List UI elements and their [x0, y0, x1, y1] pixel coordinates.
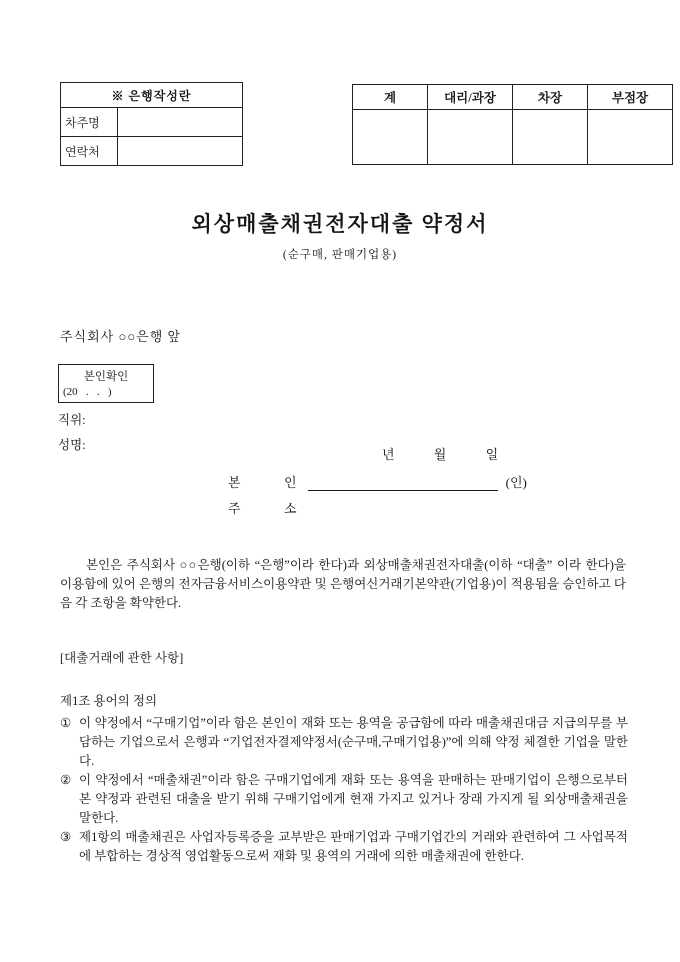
contact-label: 연락처 — [61, 137, 118, 166]
signature-row — [228, 472, 527, 491]
borrower-name-field[interactable] — [118, 108, 243, 137]
confirm-title: 본인확인 — [83, 371, 129, 383]
clause-number: ③ — [60, 830, 72, 844]
contact-field[interactable] — [118, 137, 243, 166]
clause-text: 이 약정에서 “매출채권”이라 함은 구매기업에게 재화 또는 용역을 판매하는 판매기업이 은행으로부터 본 약정과 관련된 대출을 받기 위해 구매기업에게 현재 가지고 있거나 장래 가지게 될 외상매출채권을 말한다. — [79, 773, 628, 825]
approval-col-branch-head: 부점장 — [588, 85, 673, 110]
page-title: 외상매출채권전자대출 약정서 — [191, 212, 489, 236]
addressee: 주식회사 ○○은행 앞 — [60, 329, 182, 344]
clause-item — [60, 771, 628, 828]
confirm-date-field[interactable]: (20 . . ) — [63, 386, 112, 398]
approval-col-deputy-manager: 대리/과장 — [428, 85, 513, 110]
address-label[interactable]: 주 소 — [228, 501, 298, 516]
approval-sign-cell[interactable] — [513, 110, 588, 165]
article-1 — [60, 692, 628, 866]
identity-confirm-box — [58, 364, 154, 403]
signature-line[interactable] — [308, 475, 498, 491]
clause-number: ① — [60, 716, 72, 730]
approval-sign-cell[interactable] — [428, 110, 513, 165]
approval-sign-cell[interactable] — [353, 110, 428, 165]
approval-col-staff: 계 — [353, 85, 428, 110]
bank-section-table — [60, 82, 243, 166]
identity-confirm-block — [58, 364, 158, 453]
clause-item — [60, 828, 628, 866]
intro-paragraph: 본인은 주식회사 ○○은행(이하 “은행”이라 한다)과 외상매출채권전자대출(이하 “대출” 이라 한다)을 이용함에 있어 은행의 전자금융서비스이용약관 및 은행여신거래기본약관(기업용)이 적용됨을 승인하고 다음 각 조항을 확약한다. — [60, 558, 626, 610]
clause-text: 제1항의 매출채권은 사업자등록증을 교부받은 판매기업과 구매기업간의 거래와 관련하여 그 사업목적에 부합하는 경상적 영업활동으로써 재화 및 용역의 거래에 의한 매출채권에 한한다. — [79, 830, 628, 863]
bank-section-header: ※ 은행작성란 — [61, 83, 243, 108]
date-line: 년 월 일 — [382, 447, 500, 462]
approval-table — [352, 84, 673, 165]
approval-col-senior-manager: 차장 — [513, 85, 588, 110]
article-1-title: 제1조 용어의 정의 — [60, 694, 158, 708]
signer-label: 본 인 — [228, 475, 298, 490]
page-subtitle: (순구매, 판매기업용) — [282, 249, 398, 261]
clause-number: ② — [60, 773, 72, 787]
position-label[interactable]: 직위: — [58, 413, 86, 427]
clause-text: 이 약정에서 “구매기업”이라 함은 본인이 재화 또는 용역을 공급함에 따라 매출채권대금 지급의무를 부담하는 기업으로서 은행과 “기업전자결제약정서(순구매,구매기업용)”에 의해 약정 체결한 기업을 말한다. — [79, 716, 628, 768]
clause-item — [60, 714, 628, 771]
approval-sign-cell[interactable] — [588, 110, 673, 165]
borrower-name-label: 차주명 — [61, 108, 118, 137]
seal-label: (인) — [505, 475, 527, 490]
section-header: [대출거래에 관한 사항] — [60, 651, 184, 665]
name-label[interactable]: 성명: — [58, 438, 86, 452]
